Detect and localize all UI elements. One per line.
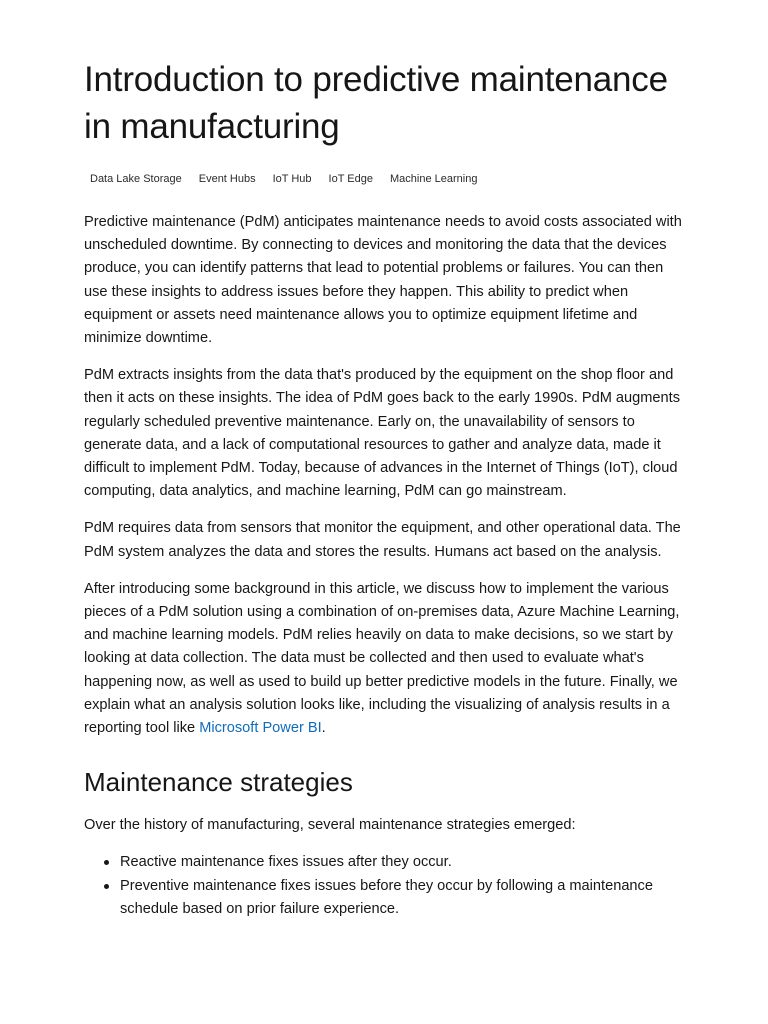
bullet-icon (104, 884, 109, 889)
list-item-text: Reactive maintenance fixes issues after they occur. (120, 854, 452, 871)
power-bi-link[interactable]: Microsoft Power BI (199, 720, 322, 737)
tag-data-lake-storage[interactable]: Data Lake Storage (90, 173, 182, 185)
section-intro: Over the history of manufacturing, several maintenance strategies emerged: (84, 817, 576, 834)
strategy-list (84, 851, 688, 921)
article (84, 56, 688, 921)
tag-iot-hub[interactable]: IoT Hub (272, 173, 312, 185)
list-item (120, 875, 688, 921)
paragraph-pdm-insights: PdM extracts insights from the data that's produced by the equipment on the shop floor and then it acts on these insights. The idea of PdM goes back to the early 1990s. PdM augments regularly scheduled preventive maintenance. Early on, the unavailability of sensors to generate data, and a lack of computational resources to gather and analyze data, made it difficult to implement PdM. Today, because of advances in the Internet of Things (IoT), cloud computing, data analytics, and machine learning, PdM can go mainstream. (84, 367, 680, 500)
section-heading: Maintenance strategies (84, 767, 353, 798)
tag-iot-edge[interactable]: IoT Edge (328, 173, 373, 185)
paragraph-overview-end: . (321, 720, 326, 737)
article-body (84, 211, 688, 921)
tag-machine-learning[interactable]: Machine Learning (390, 173, 478, 185)
bullet-icon (104, 860, 109, 865)
page-title: Introduction to predictive maintenance in manufacturing (84, 60, 668, 146)
tag-event-hubs[interactable]: Event Hubs (198, 173, 256, 185)
paragraph-intro: Predictive maintenance (PdM) anticipates maintenance needs to avoid costs associated with unscheduled downtime. By connecting to devices and monitoring the data that the devices produce, you can identify patterns that lead to potential problems or failures. You can then use these insights to address issues before they happen. This ability to predict when equipment or assets need maintenance allows you to optimize equipment lifetime and minimize downtime. (84, 214, 682, 347)
paragraph-overview (84, 578, 688, 740)
product-tags (84, 169, 688, 189)
paragraph-overview-text: After introducing some background in this article, we discuss how to implement the various pieces of a PdM solution using a combination of on-premises data, Azure Machine Learning, and machine learning models. PdM relies heavily on data to make decisions, so we start by looking at data collection. The data must be collected and then used to evaluate what's happening now, as well as used to build up better predictive models in the future. Finally, we explain what an analysis solution looks like, including the visualizing of analysis results in a reporting tool like (84, 580, 680, 737)
paragraph-pdm-requirements: PdM requires data from sensors that monitor the equipment, and other operational data. The PdM system analyzes the data and stores the results. Humans act based on the analysis. (84, 520, 681, 560)
list-item-text: Preventive maintenance fixes issues before they occur by following a maintenance schedule based on prior failure experience. (120, 877, 653, 917)
list-item (120, 851, 688, 874)
